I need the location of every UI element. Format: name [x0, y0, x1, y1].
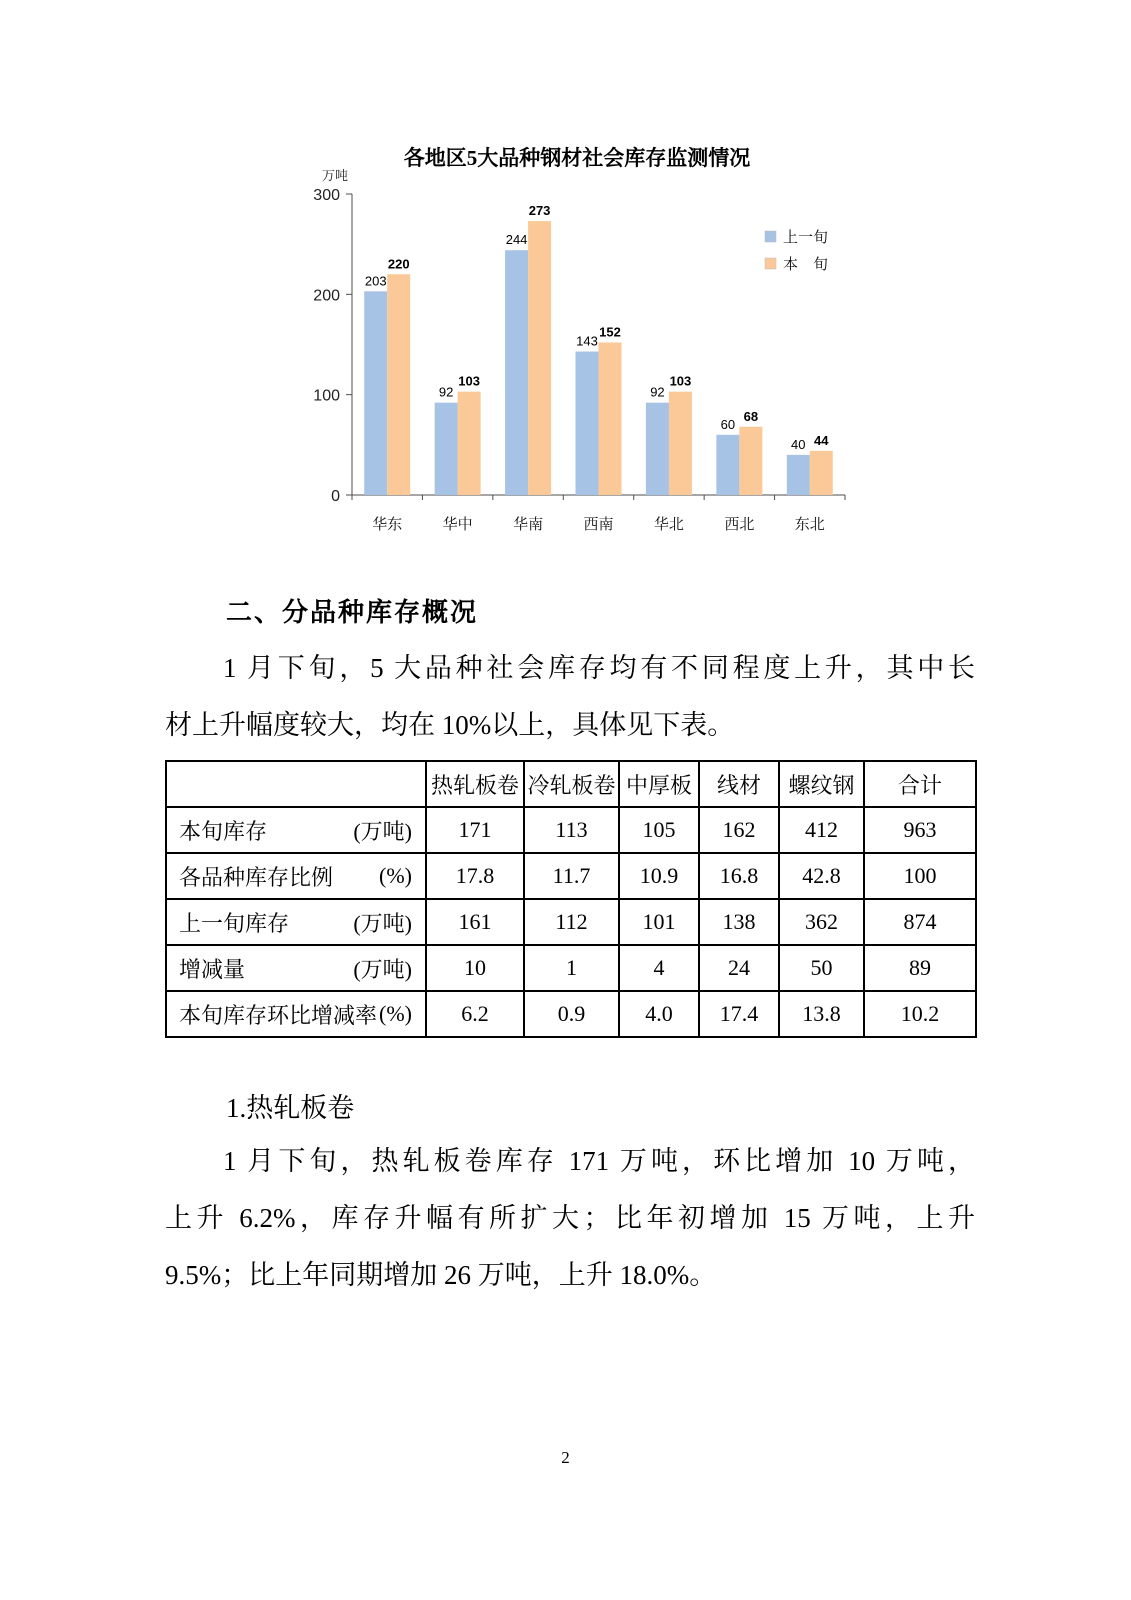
value-cell: 100: [864, 853, 976, 899]
intro-paragraph: [165, 640, 975, 754]
value-cell: 10.9: [619, 853, 699, 899]
bar-value-label: 143: [576, 333, 598, 349]
bar-current: [669, 392, 692, 495]
inventory-chart: [280, 136, 880, 548]
table-row: [166, 991, 976, 1037]
column-header: 合计: [864, 761, 976, 807]
value-cell: 42.8: [779, 853, 864, 899]
row-label-cell: [166, 853, 426, 899]
value-cell: 17.4: [699, 991, 779, 1037]
bar-previous: [505, 250, 528, 495]
bar-current: [739, 427, 762, 495]
value-cell: 874: [864, 899, 976, 945]
paragraph-line: 9.5%；比上年同期增加 26 万吨，上升 18.0%。: [165, 1260, 717, 1290]
row-label: 上一旬库存: [179, 910, 290, 936]
value-cell: 171: [426, 807, 524, 853]
bar-value-label: 103: [458, 373, 480, 389]
value-cell: 4.0: [619, 991, 699, 1037]
row-unit: (万吨): [353, 956, 412, 982]
section-heading: 二、分品种库存概况: [226, 598, 479, 627]
bar-value-label: 244: [505, 232, 528, 248]
row-label-wrap: [167, 999, 425, 1030]
legend-swatch: [765, 231, 776, 242]
bar-previous: [435, 403, 458, 495]
value-cell: 101: [619, 899, 699, 945]
value-cell: 113: [524, 807, 619, 853]
value-cell: 362: [779, 899, 864, 945]
paragraph-line: 材上升幅度较大，均在 10%以上，具体见下表。: [165, 710, 735, 740]
category-label: 华东: [372, 517, 403, 533]
paragraph-line: 上升 6.2%，库存升幅有所扩大；比年初增加 15 万吨，上升: [165, 1203, 975, 1233]
inventory-table: [165, 760, 977, 1038]
page-number: 2: [561, 1448, 570, 1467]
category-label: 华中: [442, 517, 473, 533]
value-cell: 6.2: [426, 991, 524, 1037]
value-cell: 963: [864, 807, 976, 853]
column-header: 热轧板卷: [426, 761, 524, 807]
bar-previous: [787, 455, 810, 495]
bar-current: [528, 221, 551, 495]
bar-value-label: 60: [720, 416, 736, 432]
bar-previous: [364, 291, 387, 495]
value-cell: 89: [864, 945, 976, 991]
y-tick-label: 100: [313, 387, 340, 405]
value-cell: 0.9: [524, 991, 619, 1037]
row-label-cell: [166, 807, 426, 853]
y-tick-label: 0: [331, 488, 340, 505]
bar-value-label: 152: [599, 324, 621, 340]
y-axis-unit-label: 万吨: [321, 168, 349, 183]
row-label: 本旬库存: [179, 818, 268, 844]
category-label: 西南: [583, 517, 614, 533]
table-head: [166, 761, 976, 807]
value-cell: 50: [779, 945, 864, 991]
value-cell: 10: [426, 945, 524, 991]
table-row: [166, 899, 976, 945]
value-cell: 412: [779, 807, 864, 853]
table-header-row: [166, 761, 976, 807]
row-label: 增减量: [179, 956, 246, 982]
value-cell: 162: [699, 807, 779, 853]
table-row: [166, 945, 976, 991]
y-tick-label: 200: [313, 287, 340, 305]
bar-previous: [576, 352, 599, 495]
row-label: 各品种库存比例: [179, 864, 334, 890]
subsection-heading: 1.热轧板卷: [226, 1093, 355, 1123]
bar-value-label: 44: [814, 432, 829, 448]
value-cell: 112: [524, 899, 619, 945]
detail-paragraph: [165, 1133, 975, 1304]
row-unit: (万吨): [353, 818, 412, 844]
bar-value-label: 68: [743, 408, 759, 424]
value-cell: 16.8: [699, 853, 779, 899]
category-label: 东北: [794, 517, 825, 533]
row-label-wrap: [167, 815, 425, 846]
value-cell: 1: [524, 945, 619, 991]
bar-value-label: 103: [669, 373, 692, 389]
legend-label: 本 旬: [783, 257, 829, 273]
bar-previous: [646, 403, 669, 495]
row-label: 本旬库存环比增减率: [179, 1002, 378, 1028]
value-cell: 138: [699, 899, 779, 945]
row-label-wrap: [167, 861, 425, 892]
row-unit: (万吨): [353, 910, 412, 936]
table-row: [166, 853, 976, 899]
value-cell: 17.8: [426, 853, 524, 899]
table-row: [166, 807, 976, 853]
value-cell: 13.8: [779, 991, 864, 1037]
value-cell: 105: [619, 807, 699, 853]
bar-value-label: 220: [387, 256, 410, 272]
paragraph-line: 1 月下旬，5 大品种社会库存均有不同程度上升，其中长: [223, 653, 975, 683]
category-label: 华北: [653, 517, 684, 533]
column-header: 线材: [699, 761, 779, 807]
bar-current: [387, 274, 410, 495]
legend-swatch: [765, 258, 776, 269]
category-label: 西北: [724, 517, 755, 533]
paragraph-line: 1 月下旬，热轧板卷库存 171 万吨，环比增加 10 万吨，: [223, 1146, 975, 1176]
chart-svg: [280, 136, 880, 548]
y-tick-label: 300: [313, 187, 340, 204]
row-label-wrap: [167, 953, 425, 984]
value-cell: 11.7: [524, 853, 619, 899]
category-label: 华南: [513, 517, 544, 533]
column-header: 中厚板: [619, 761, 699, 807]
row-label-cell: [166, 991, 426, 1037]
legend-label: 上一旬: [783, 230, 829, 246]
bar-current: [599, 342, 622, 495]
row-label-wrap: [167, 907, 425, 938]
bar-current: [810, 451, 833, 495]
value-cell: 161: [426, 899, 524, 945]
column-header: 冷轧板卷: [524, 761, 619, 807]
bar-current: [458, 392, 481, 495]
bar-value-label: 92: [650, 384, 665, 400]
column-header: [166, 761, 426, 807]
bar-value-label: 40: [791, 436, 806, 452]
value-cell: 4: [619, 945, 699, 991]
column-header: 螺纹钢: [779, 761, 864, 807]
bar-previous: [716, 435, 739, 495]
row-unit: (%): [379, 863, 412, 888]
value-cell: 10.2: [864, 991, 976, 1037]
bar-value-label: 273: [528, 203, 551, 219]
table-body: [166, 807, 976, 1037]
row-label-cell: [166, 899, 426, 945]
chart-title: 各地区5大品种钢材社会库存监测情况: [403, 146, 751, 170]
row-unit: (%): [379, 1001, 412, 1026]
bar-value-label: 92: [438, 384, 454, 400]
value-cell: 24: [699, 945, 779, 991]
bar-value-label: 203: [364, 273, 387, 289]
row-label-cell: [166, 945, 426, 991]
